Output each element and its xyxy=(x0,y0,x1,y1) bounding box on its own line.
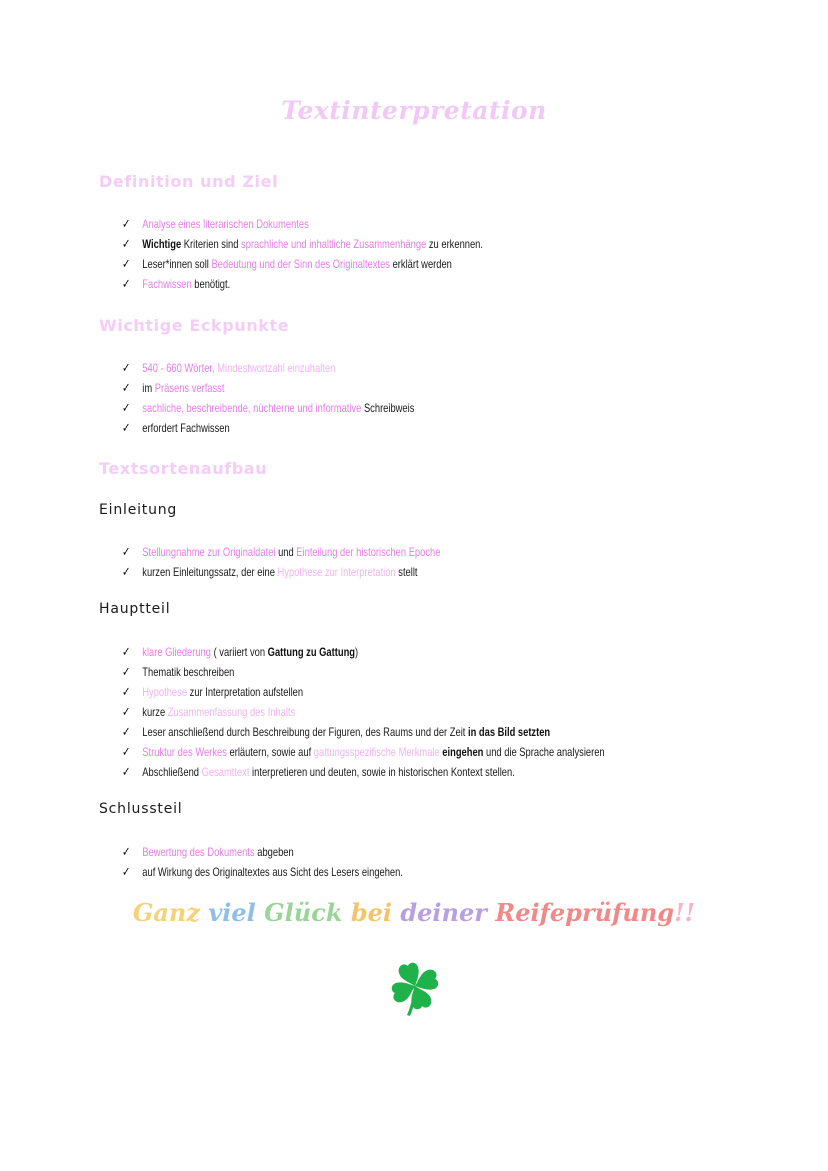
list-item: ✓ Stellungnahme zur Originaldatei und Einteilung der historischen Epoche xyxy=(122,542,440,562)
slogan-word: Ganz xyxy=(132,898,209,927)
list-item: ✓ Thematik beschreiben xyxy=(122,662,605,682)
four-leaf-clover-icon xyxy=(389,960,441,1018)
list-item: ✓ Struktur des Werkes erläutern, sowie auf gattungsspezifische Merkmale eingehen und die Sprache analysieren xyxy=(122,742,605,762)
check-icon: ✓ xyxy=(122,764,131,779)
check-icon: ✓ xyxy=(122,644,131,659)
check-icon: ✓ xyxy=(122,704,131,719)
list-item: ✓ im Präsens verfasst xyxy=(122,378,414,398)
check-icon: ✓ xyxy=(122,744,131,759)
list-item: ✓ Leser anschließend durch Beschreibung der Figuren, des Raums und der Zeit in das Bild setzten xyxy=(122,722,605,742)
heading-einleitung: Einleitung xyxy=(99,502,178,518)
check-icon: ✓ xyxy=(122,564,131,579)
heading-aufbau: Textsortenaufbau xyxy=(99,459,268,478)
list-item: ✓ Wichtige Kriterien sind sprachliche und inhaltliche Zusammenhänge zu erkennen. xyxy=(122,234,483,254)
list-eckpunkte xyxy=(122,358,497,438)
check-icon: ✓ xyxy=(122,544,131,559)
check-icon: ✓ xyxy=(122,236,131,251)
check-icon: ✓ xyxy=(122,360,131,375)
list-item: ✓ Hypothese zur Interpretation aufstellen xyxy=(122,682,605,702)
list-item: ✓ Fachwissen benötigt. xyxy=(122,274,483,294)
check-icon: ✓ xyxy=(122,664,131,679)
check-icon: ✓ xyxy=(122,256,131,271)
list-einleitung xyxy=(122,542,530,582)
check-icon: ✓ xyxy=(122,684,131,699)
check-icon: ✓ xyxy=(122,216,131,231)
list-item: ✓ erfordert Fachwissen xyxy=(122,418,414,438)
list-item: ✓ kurze Zusammenfassung des Inhalts xyxy=(122,702,605,722)
check-icon: ✓ xyxy=(122,380,131,395)
check-icon: ✓ xyxy=(122,864,131,879)
list-item: ✓ sachliche, beschreibende, nüchterne und informative Schreibweis xyxy=(122,398,414,418)
heading-eckpunkte: Wichtige Eckpunkte xyxy=(99,316,290,335)
list-item: ✓ klare Gliederung ( variiert von Gattung zu Gattung) xyxy=(122,642,605,662)
list-item: ✓ kurzen Einleitungssatz, der eine Hypothese zur Interpretation stellt xyxy=(122,562,440,582)
page-title: Textinterpretation xyxy=(281,96,547,125)
check-icon: ✓ xyxy=(122,420,131,435)
list-definition xyxy=(122,214,585,294)
heading-definition: Definition und Ziel xyxy=(99,172,279,191)
check-icon: ✓ xyxy=(122,844,131,859)
list-hauptteil xyxy=(122,642,741,782)
slogan-word: deiner xyxy=(400,898,496,927)
list-item: ✓ Analyse eines literarischen Dokumentes xyxy=(122,214,483,234)
list-item: ✓ auf Wirkung des Originaltextes aus Sicht des Lesers eingehen. xyxy=(122,862,403,882)
check-icon: ✓ xyxy=(122,276,131,291)
heading-hauptteil: Hauptteil xyxy=(99,601,171,617)
list-schlussteil xyxy=(122,842,482,882)
slogan-word: Reifeprüfung xyxy=(495,898,675,927)
check-icon: ✓ xyxy=(122,724,131,739)
slogan-word: !! xyxy=(674,898,696,927)
list-item: ✓ Leser*innen soll Bedeutung und der Sinn des Originaltextes erklärt werden xyxy=(122,254,483,274)
slogan-word: bei xyxy=(350,898,401,927)
list-item: ✓ 540 - 660 Wörter, Mindestwortzahl einzuhalten xyxy=(122,358,414,378)
list-item: ✓ Abschließend Gesamttext interpretieren und deuten, sowie in historischen Kontext stellen. xyxy=(122,762,605,782)
good-luck-slogan xyxy=(0,898,828,927)
heading-schlussteil: Schlussteil xyxy=(99,801,183,817)
list-item: ✓ Bewertung des Dokuments abgeben xyxy=(122,842,403,862)
check-icon: ✓ xyxy=(122,400,131,415)
slogan-word: viel xyxy=(208,898,265,927)
slogan-word: Glück xyxy=(264,898,351,927)
